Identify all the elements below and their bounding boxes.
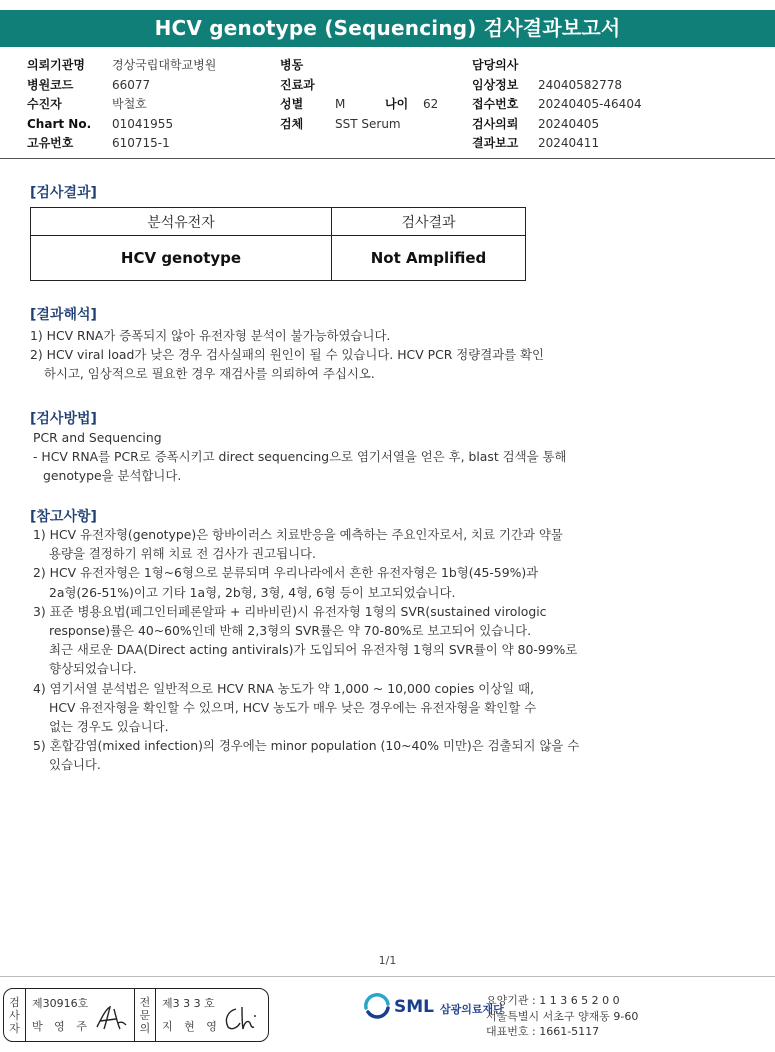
info-row-gender-age bbox=[280, 95, 438, 115]
label-char: 전 bbox=[139, 995, 151, 1009]
logo-text: SML bbox=[394, 997, 434, 1017]
info-row-patient bbox=[27, 95, 216, 115]
info-value: SST Serum bbox=[335, 116, 401, 131]
notes-line: 4) 염기서열 분석법은 일반적으로 HCV RNA 농도가 약 1,000 ~ 10,000 copies 이상일 때, bbox=[33, 680, 535, 696]
info-value: 20240411 bbox=[538, 136, 600, 150]
info-row-receipt-no bbox=[472, 95, 642, 115]
notes-line: 있습니다. bbox=[49, 757, 101, 773]
notes-line: response)률은 40~60%인데 반해 2,3형의 SVR률은 약 70-80%로 보고되어 있습니다. bbox=[49, 623, 532, 639]
info-value: 20240405-46404 bbox=[538, 97, 642, 111]
table-cell-gene: HCV genotype bbox=[31, 236, 332, 281]
specialist-cell bbox=[156, 989, 264, 1041]
info-value: 박철호 bbox=[112, 97, 147, 111]
info-label: 담당의사 bbox=[472, 58, 519, 72]
info-label: 고유번호 bbox=[27, 136, 74, 150]
examiner-label bbox=[4, 989, 26, 1041]
interpretation-text bbox=[30, 326, 544, 384]
info-row-hospital-code bbox=[27, 76, 216, 96]
section-heading-results: [검사결과] bbox=[30, 185, 97, 201]
table-row bbox=[31, 236, 526, 281]
info-row-chart-no bbox=[27, 115, 216, 135]
sml-logo-icon bbox=[362, 992, 392, 1022]
notes-line: 향상되었습니다. bbox=[49, 661, 137, 677]
info-value: 경상국립대학교병원 bbox=[112, 58, 217, 72]
page-number: 1/1 bbox=[378, 954, 397, 967]
method-line: - HCV RNA를 PCR로 증폭시키고 direct sequencing으로 염기서열을 얻은 후, blast 검색을 통해 bbox=[33, 449, 567, 465]
notes-line: 1) HCV 유전자형(genotype)은 항바이러스 치료반응을 예측하는 주요인자로서, 치료 기간과 약물 bbox=[33, 527, 563, 542]
info-row-ward bbox=[280, 56, 438, 76]
section-heading-notes: [참고사항] bbox=[30, 509, 97, 525]
signature-box bbox=[3, 988, 269, 1042]
header-divider bbox=[0, 158, 775, 159]
notes-line: 2) HCV 유전자형은 1형~6형으로 분류되며 우리나라에서 흔한 유전자형은 1b형(45-59%)과 bbox=[33, 565, 539, 581]
info-label: 검사의뢰 bbox=[472, 116, 519, 131]
info-row-unique-id bbox=[27, 134, 216, 154]
specialist-label bbox=[134, 989, 156, 1041]
notes-line: 용량을 결정하기 위해 치료 전 검사가 권고됩니다. bbox=[49, 546, 316, 562]
gender-value: M bbox=[335, 97, 346, 111]
label-char: 의 bbox=[139, 1021, 151, 1035]
notes-line: 없는 경우도 있습니다. bbox=[49, 719, 169, 735]
info-row-requesting-institution bbox=[27, 56, 216, 76]
examiner-signature bbox=[94, 1003, 128, 1033]
notes-line: HCV 유전자형을 확인할 수 있으며, HCV 농도가 매우 낮은 경우에는 유전자형을 확인할 수 bbox=[49, 699, 537, 715]
info-label: 진료과 bbox=[280, 77, 315, 92]
table-cell-result: Not Amplified bbox=[332, 236, 526, 281]
info-label: 결과보고 bbox=[472, 136, 519, 150]
table-header-gene: 분석유전자 bbox=[31, 208, 332, 236]
notes-line: 3) 표준 병용요법(페그인터페론알파 + 리바비린)시 유전자형 1형의 SVR(sustained virologic bbox=[33, 603, 547, 619]
specialist-signature bbox=[222, 1003, 258, 1033]
info-label: 검체 bbox=[280, 116, 304, 131]
footer-divider bbox=[0, 976, 775, 977]
info-row-specimen bbox=[280, 115, 438, 135]
info-row-report-date bbox=[472, 134, 642, 154]
notes-line: 5) 혼합감염(mixed infection)의 경우에는 minor population (10~40% 미만)은 검출되지 않을 수 bbox=[33, 738, 580, 754]
info-label: 성별 bbox=[280, 97, 304, 111]
notes-text bbox=[33, 525, 579, 775]
label-char: 자 bbox=[9, 1021, 20, 1035]
interpretation-line: 하시고, 임상적으로 필요한 경우 재검사를 의뢰하여 주십시오. bbox=[44, 366, 375, 382]
section-heading-method: [검사방법] bbox=[30, 411, 97, 427]
info-column-2 bbox=[280, 56, 438, 134]
interpretation-line: 1) HCV RNA가 증폭되지 않아 유전자형 분석이 불가능하였습니다. bbox=[30, 328, 391, 343]
specialist-name: 지 현 영 bbox=[162, 1020, 221, 1033]
institution-number: 요양기관 : 1 1 3 6 5 2 0 0 bbox=[486, 994, 620, 1007]
info-label: 임상정보 bbox=[472, 77, 519, 92]
age-label: 나이 bbox=[385, 97, 409, 111]
info-label: 의뢰기관명 bbox=[27, 58, 85, 72]
specialist-license: 제3 3 3 호 bbox=[162, 997, 215, 1010]
label-char: 사 bbox=[9, 1008, 20, 1022]
examiner-cell bbox=[26, 989, 134, 1041]
label-char: 검 bbox=[9, 995, 20, 1009]
org-phone: 대표번호 : 1661-5117 bbox=[486, 1025, 600, 1038]
method-line: PCR and Sequencing bbox=[33, 430, 162, 445]
age-value: 62 bbox=[423, 97, 439, 111]
info-row-request-date bbox=[472, 115, 642, 135]
info-row-physician bbox=[472, 56, 642, 76]
method-line: genotype을 분석합니다. bbox=[43, 468, 182, 484]
interpretation-line: 2) HCV viral load가 낮은 경우 검사실패의 원인이 될 수 있습니다. HCV PCR 정량결과를 확인 bbox=[30, 347, 545, 363]
table-header-result: 검사결과 bbox=[332, 208, 526, 236]
info-column-1 bbox=[27, 56, 216, 154]
info-label: 병동 bbox=[280, 58, 304, 72]
org-address: 서울특별시 서초구 양재동 9-60 bbox=[486, 1009, 639, 1023]
label-char: 문 bbox=[139, 1008, 151, 1022]
info-label: 접수번호 bbox=[472, 97, 519, 111]
notes-line: 최근 새로운 DAA(Direct acting antivirals)가 도입되어 유전자형 1형의 SVR률이 약 80-99%로 bbox=[49, 642, 578, 658]
examiner-name: 박 영 주 bbox=[32, 1020, 91, 1033]
report-title: HCV genotype (Sequencing) 검사결과보고서 bbox=[0, 10, 775, 47]
org-contact bbox=[486, 993, 638, 1040]
info-label: 수진자 bbox=[27, 97, 62, 111]
result-table bbox=[30, 207, 526, 281]
info-value: 20240405 bbox=[538, 116, 600, 131]
info-row-department bbox=[280, 76, 438, 96]
org-logo bbox=[362, 992, 504, 1022]
table-header-row bbox=[31, 208, 526, 236]
section-heading-interpretation: [결과해석] bbox=[30, 307, 97, 323]
info-label: 병원코드 bbox=[27, 77, 74, 92]
notes-line: 2a형(26-51%)이고 기타 1a형, 2b형, 3형, 4형, 6형 등이 보고되었습니다. bbox=[49, 584, 456, 600]
info-value: 24040582778 bbox=[538, 77, 622, 92]
method-text bbox=[33, 428, 566, 486]
info-row-clinical-info bbox=[472, 76, 642, 96]
info-column-3 bbox=[472, 56, 642, 154]
info-value: 610715-1 bbox=[112, 136, 170, 150]
info-label: Chart No. bbox=[27, 116, 92, 131]
info-value: 66077 bbox=[112, 77, 151, 92]
examiner-license: 제30916호 bbox=[32, 997, 89, 1010]
org-name: 삼광의료재단 bbox=[440, 1003, 504, 1016]
info-value: 01041955 bbox=[112, 116, 174, 131]
